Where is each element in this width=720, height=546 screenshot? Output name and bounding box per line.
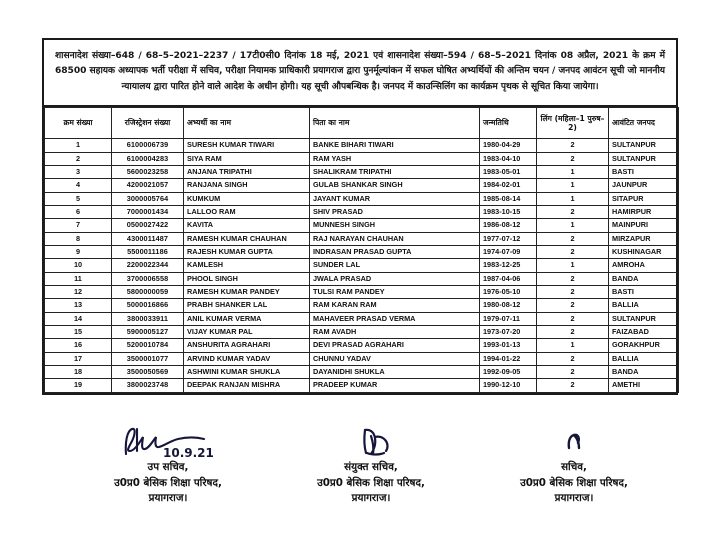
cell-serial-number: 13	[45, 299, 112, 312]
cell-serial-number: 18	[45, 366, 112, 379]
cell-date-of-birth: 1983-04-10	[480, 152, 537, 165]
signature-designation	[474, 460, 674, 507]
column-header-registration-number: रजिस्ट्रेशन संख्या	[112, 108, 184, 139]
cell-date-of-birth: 1993-01-13	[480, 339, 537, 352]
cell-candidate-name: PRABH SHANKER LAL	[184, 299, 310, 312]
cell-serial-number: 9	[45, 245, 112, 258]
cell-serial-number: 1	[45, 139, 112, 152]
cell-registration-number: 3500050569	[112, 366, 184, 379]
table-row	[45, 152, 679, 165]
cell-date-of-birth: 1987-04-06	[480, 272, 537, 285]
column-header-gender: लिंग (महिला–1 पुरुष–2)	[537, 108, 609, 139]
cell-allotted-district: AMETHI	[609, 379, 679, 392]
table-row	[45, 165, 679, 178]
cell-allotted-district: BALLIA	[609, 299, 679, 312]
table-row	[45, 339, 679, 352]
notice-paragraph: शासनादेश संख्या–648 / 68–5–2021–2237 / 17टी0सी0 दिनांक 18 मई, 2021 एवं शासनादेश संख्या–594 / 68–5–2021 दिनांक 08 अप्रैल, 2021 के क्रम में 68500 सहायक अध्यापक भर्ती परीक्षा में सचिव, परीक्षा नियामक प्राधिकारी प्रयागराज द्वारा पुनर्मूल्यांकन में सफल घोषित अभ्यर्थियों की अन्तिम चयन / जनपद आवंटन सूची जो माननीय न्यायालय द्वारा पारित होने वाले आदेश के अधीन होगी। यह सूची औपबन्धिक है। जनपद में काउन्सिलिंग का कार्यक्रम पृथक से सूचित किया जायेगा।	[44, 40, 676, 107]
table-row	[45, 299, 679, 312]
cell-candidate-name: ANJANA TRIPATHI	[184, 165, 310, 178]
cell-registration-number: 5500011186	[112, 245, 184, 258]
table-row	[45, 272, 679, 285]
cell-gender: 2	[537, 312, 609, 325]
table-row	[45, 312, 679, 325]
cell-registration-number: 5900005127	[112, 326, 184, 339]
cell-gender: 2	[537, 139, 609, 152]
cell-registration-number: 3800033911	[112, 312, 184, 325]
signature-line-3: प्रयागराज।	[148, 492, 188, 504]
cell-date-of-birth: 1983-10-15	[480, 205, 537, 218]
cell-candidate-name: DEEPAK RANJAN MISHRA	[184, 379, 310, 392]
table-row	[45, 179, 679, 192]
signature-line-1: संयुक्त सचिव,	[344, 461, 398, 473]
cell-father-name: JAYANT KUMAR	[310, 192, 480, 205]
cell-date-of-birth: 1979-07-11	[480, 312, 537, 325]
cell-allotted-district: SITAPUR	[609, 192, 679, 205]
handwritten-signature-icon	[271, 424, 471, 460]
cell-serial-number: 16	[45, 339, 112, 352]
cell-gender: 2	[537, 299, 609, 312]
table-row	[45, 352, 679, 365]
cell-date-of-birth: 1994-01-22	[480, 352, 537, 365]
signature-line-1: उप सचिव,	[147, 461, 189, 473]
candidate-allotment-table	[44, 107, 679, 393]
cell-allotted-district: KUSHINAGAR	[609, 245, 679, 258]
cell-date-of-birth: 1973-07-20	[480, 326, 537, 339]
cell-registration-number: 6100006739	[112, 139, 184, 152]
signature-designation	[68, 460, 268, 507]
signature-line-2: उ0प्र0 बेसिक शिक्षा परिषद,	[520, 476, 628, 489]
signature-joint-secretary	[271, 424, 471, 507]
signature-block	[42, 424, 678, 507]
cell-serial-number: 19	[45, 379, 112, 392]
signature-line-1: सचिव,	[561, 461, 587, 473]
cell-gender: 2	[537, 352, 609, 365]
column-header-date-of-birth: जन्मतिथि	[480, 108, 537, 139]
cell-father-name: MUNNESH SINGH	[310, 219, 480, 232]
table-row	[45, 326, 679, 339]
cell-gender: 2	[537, 205, 609, 218]
cell-candidate-name: RAMESH KUMAR PANDEY	[184, 286, 310, 299]
cell-serial-number: 2	[45, 152, 112, 165]
cell-registration-number: 3000005764	[112, 192, 184, 205]
cell-registration-number: 4300011487	[112, 232, 184, 245]
signature-secretary	[474, 424, 674, 507]
cell-candidate-name: SURESH KUMAR TIWARI	[184, 139, 310, 152]
cell-father-name: DEVI PRASAD AGRAHARI	[310, 339, 480, 352]
cell-gender: 2	[537, 286, 609, 299]
cell-father-name: RAM AVADH	[310, 326, 480, 339]
cell-date-of-birth: 1984-02-01	[480, 179, 537, 192]
cell-date-of-birth: 1977-07-12	[480, 232, 537, 245]
handwritten-signature-icon	[474, 424, 674, 460]
cell-candidate-name: RANJANA SINGH	[184, 179, 310, 192]
cell-father-name: SUNDER LAL	[310, 259, 480, 272]
cell-father-name: SHALIKRAM TRIPATHI	[310, 165, 480, 178]
column-header-serial-number: क्रम संख्या	[45, 108, 112, 139]
table-header-row	[45, 108, 679, 139]
cell-serial-number: 14	[45, 312, 112, 325]
cell-registration-number: 5000016866	[112, 299, 184, 312]
cell-serial-number: 11	[45, 272, 112, 285]
cell-father-name: RAM KARAN RAM	[310, 299, 480, 312]
cell-allotted-district: SULTANPUR	[609, 139, 679, 152]
cell-gender: 2	[537, 379, 609, 392]
cell-candidate-name: KUMKUM	[184, 192, 310, 205]
table-row	[45, 379, 679, 392]
table-body	[45, 139, 679, 393]
cell-date-of-birth: 1983-05-01	[480, 165, 537, 178]
cell-candidate-name: LALLOO RAM	[184, 205, 310, 218]
table-row	[45, 286, 679, 299]
cell-gender: 1	[537, 165, 609, 178]
cell-father-name: BANKE BIHARI TIWARI	[310, 139, 480, 152]
column-header-father-name: पिता का नाम	[310, 108, 480, 139]
cell-father-name: PRADEEP KUMAR	[310, 379, 480, 392]
signature-designation	[271, 460, 471, 507]
cell-father-name: INDRASAN PRASAD GUPTA	[310, 245, 480, 258]
cell-gender: 2	[537, 366, 609, 379]
cell-registration-number: 3800023748	[112, 379, 184, 392]
cell-gender: 2	[537, 245, 609, 258]
table-row	[45, 366, 679, 379]
table-row	[45, 139, 679, 152]
cell-allotted-district: BASTI	[609, 286, 679, 299]
cell-gender: 1	[537, 339, 609, 352]
cell-gender: 1	[537, 179, 609, 192]
cell-candidate-name: ANIL KUMAR VERMA	[184, 312, 310, 325]
cell-date-of-birth: 1985-08-14	[480, 192, 537, 205]
cell-serial-number: 4	[45, 179, 112, 192]
cell-serial-number: 5	[45, 192, 112, 205]
cell-date-of-birth: 1986-08-12	[480, 219, 537, 232]
cell-gender: 2	[537, 272, 609, 285]
signature-line-2: उ0प्र0 बेसिक शिक्षा परिषद,	[114, 476, 222, 489]
cell-allotted-district: BASTI	[609, 165, 679, 178]
signature-deputy-secretary	[68, 424, 268, 507]
table-row	[45, 205, 679, 218]
cell-gender: 2	[537, 152, 609, 165]
cell-allotted-district: MAINPURI	[609, 219, 679, 232]
cell-allotted-district: JAUNPUR	[609, 179, 679, 192]
cell-candidate-name: RAJESH KUMAR GUPTA	[184, 245, 310, 258]
cell-serial-number: 10	[45, 259, 112, 272]
cell-candidate-name: SIYA RAM	[184, 152, 310, 165]
table-row	[45, 192, 679, 205]
cell-allotted-district: BALLIA	[609, 352, 679, 365]
cell-allotted-district: SULTANPUR	[609, 152, 679, 165]
cell-registration-number: 2200022344	[112, 259, 184, 272]
cell-date-of-birth: 1980-04-29	[480, 139, 537, 152]
cell-gender: 1	[537, 192, 609, 205]
cell-father-name: SHIV PRASAD	[310, 205, 480, 218]
cell-father-name: DAYANIDHI SHUKLA	[310, 366, 480, 379]
signature-line-3: प्रयागराज।	[351, 492, 391, 504]
cell-serial-number: 8	[45, 232, 112, 245]
cell-registration-number: 4200021057	[112, 179, 184, 192]
cell-gender: 2	[537, 326, 609, 339]
cell-candidate-name: PHOOL SINGH	[184, 272, 310, 285]
cell-serial-number: 15	[45, 326, 112, 339]
table-row	[45, 219, 679, 232]
cell-gender: 1	[537, 219, 609, 232]
cell-registration-number: 5600023258	[112, 165, 184, 178]
cell-father-name: MAHAVEER PRASAD VERMA	[310, 312, 480, 325]
cell-candidate-name: ARVIND KUMAR YADAV	[184, 352, 310, 365]
cell-registration-number: 0500027422	[112, 219, 184, 232]
cell-serial-number: 6	[45, 205, 112, 218]
cell-gender: 2	[537, 232, 609, 245]
cell-serial-number: 3	[45, 165, 112, 178]
column-header-candidate-name: अभ्यर्थी का नाम	[184, 108, 310, 139]
table-row	[45, 232, 679, 245]
cell-registration-number: 5200010784	[112, 339, 184, 352]
cell-registration-number: 5800000059	[112, 286, 184, 299]
cell-allotted-district: MIRZAPUR	[609, 232, 679, 245]
cell-date-of-birth: 1974-07-09	[480, 245, 537, 258]
cell-registration-number: 3700006558	[112, 272, 184, 285]
column-header-allotted-district: आवंटित जनपद	[609, 108, 679, 139]
cell-candidate-name: ANSHURITA AGRAHARI	[184, 339, 310, 352]
cell-registration-number: 3500001077	[112, 352, 184, 365]
cell-candidate-name: KAMLESH	[184, 259, 310, 272]
signature-line-2: उ0प्र0 बेसिक शिक्षा परिषद,	[317, 476, 425, 489]
cell-serial-number: 12	[45, 286, 112, 299]
signature-date: 10.9.21	[163, 446, 214, 460]
cell-date-of-birth: 1976-05-10	[480, 286, 537, 299]
cell-father-name: RAM YASH	[310, 152, 480, 165]
cell-candidate-name: RAMESH KUMAR CHAUHAN	[184, 232, 310, 245]
notice-document	[42, 38, 678, 395]
handwritten-signature-icon	[68, 424, 268, 460]
cell-date-of-birth: 1992-09-05	[480, 366, 537, 379]
cell-registration-number: 6100004283	[112, 152, 184, 165]
cell-allotted-district: SULTANPUR	[609, 312, 679, 325]
table-row	[45, 245, 679, 258]
cell-gender: 1	[537, 259, 609, 272]
signature-line-3: प्रयागराज।	[554, 492, 594, 504]
cell-date-of-birth: 1980-08-12	[480, 299, 537, 312]
cell-candidate-name: KAVITA	[184, 219, 310, 232]
cell-father-name: JWALA PRASAD	[310, 272, 480, 285]
cell-father-name: GULAB SHANKAR SINGH	[310, 179, 480, 192]
cell-serial-number: 17	[45, 352, 112, 365]
cell-allotted-district: HAMIRPUR	[609, 205, 679, 218]
cell-allotted-district: AMROHA	[609, 259, 679, 272]
cell-candidate-name: VIJAY KUMAR PAL	[184, 326, 310, 339]
table-row	[45, 259, 679, 272]
cell-father-name: RAJ NARAYAN CHAUHAN	[310, 232, 480, 245]
cell-date-of-birth: 1983-12-25	[480, 259, 537, 272]
cell-allotted-district: FAIZABAD	[609, 326, 679, 339]
cell-father-name: CHUNNU YADAV	[310, 352, 480, 365]
cell-allotted-district: BANDA	[609, 272, 679, 285]
cell-father-name: TULSI RAM PANDEY	[310, 286, 480, 299]
cell-allotted-district: BANDA	[609, 366, 679, 379]
cell-registration-number: 7000001434	[112, 205, 184, 218]
cell-candidate-name: ASHWINI KUMAR SHUKLA	[184, 366, 310, 379]
cell-serial-number: 7	[45, 219, 112, 232]
cell-date-of-birth: 1990-12-10	[480, 379, 537, 392]
cell-allotted-district: GORAKHPUR	[609, 339, 679, 352]
